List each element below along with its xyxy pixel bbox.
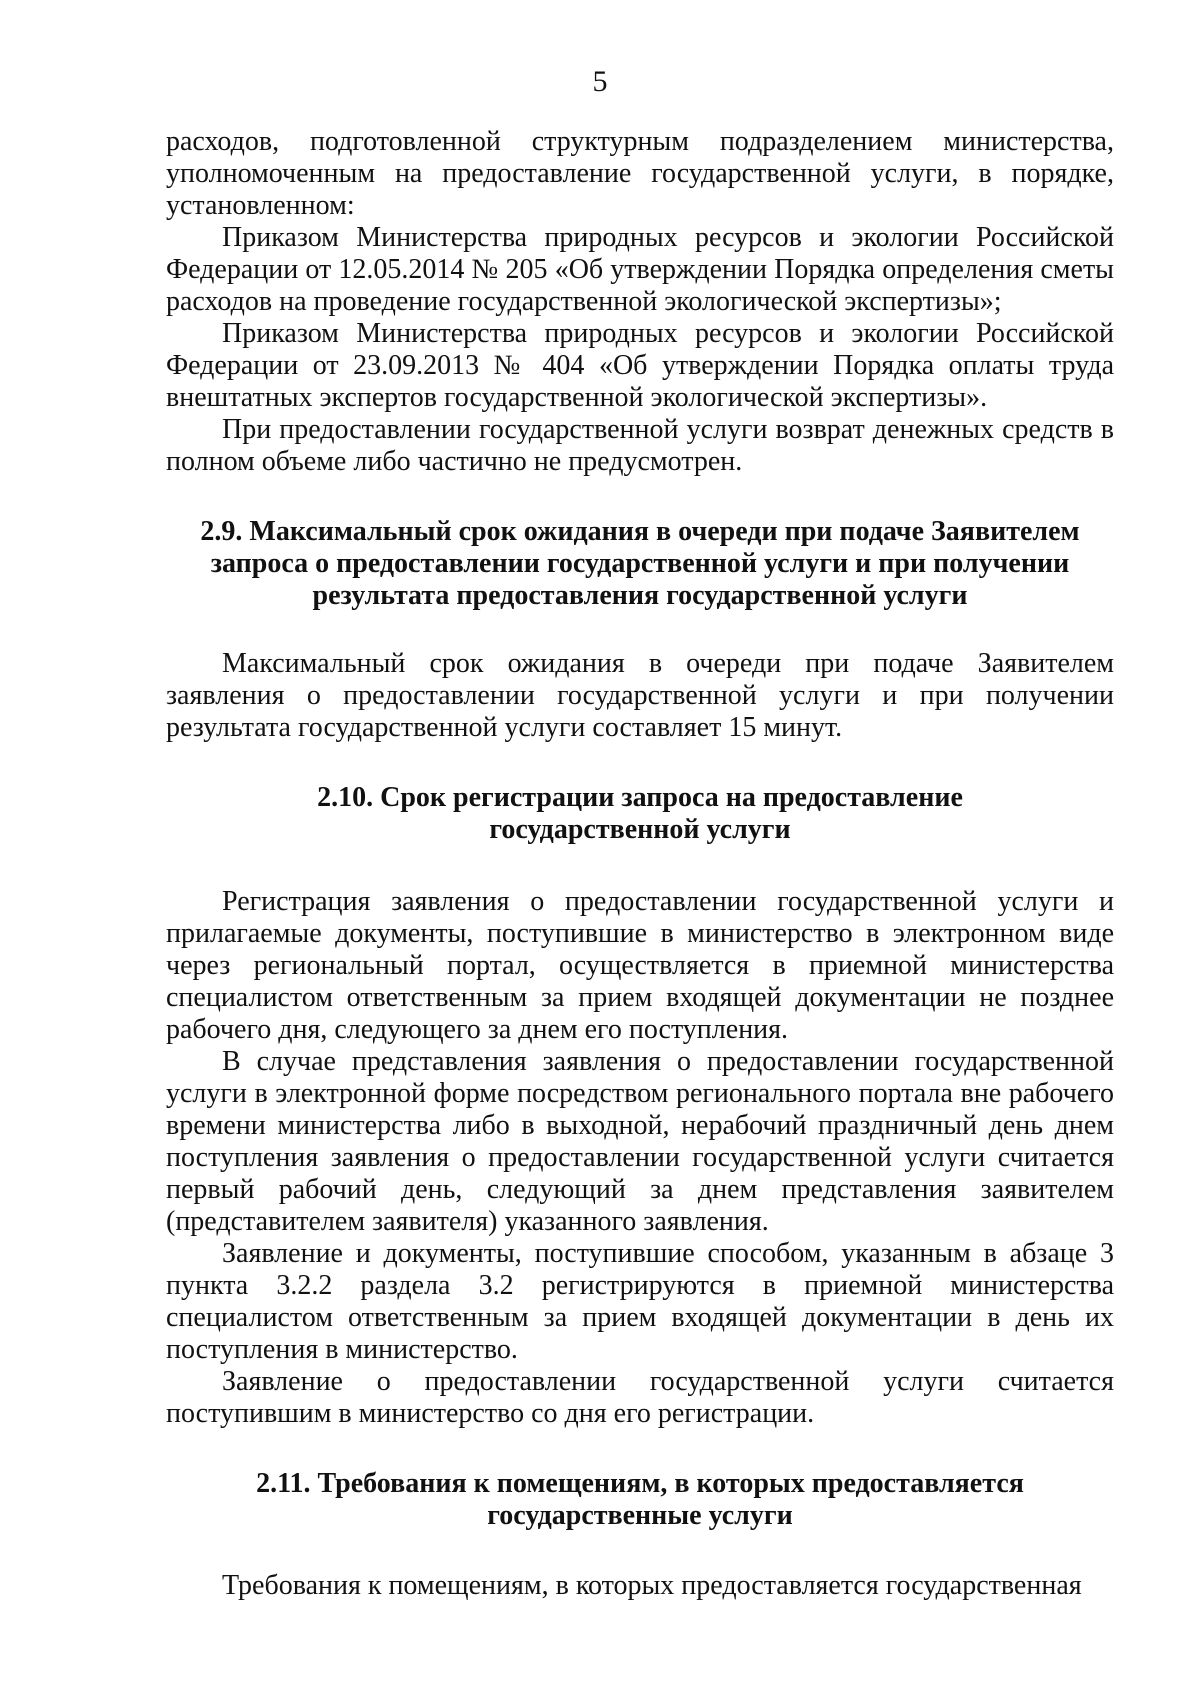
- section-2-9-heading-line-3: результата предоставления государственной услуги: [312, 580, 968, 611]
- section-2-10-paragraph-1: Регистрация заявления о предоставлении государственной услуги и прилагаемые документы, поступившие в министерство в электронном виде через региональный портал, осуществляется в приемной министерства специалистом ответственным за прием входящей документации не позднее рабочего дня, следующего за днем его поступления.: [166, 886, 1114, 1045]
- section-2-9-heading-line-2: запроса о предоставлении государственной услуги и при получении: [210, 548, 1070, 579]
- refund-paragraph: При предоставлении государственной услуги возврат денежных средств в полном объеме либо частично не предусмотрен.: [166, 414, 1114, 477]
- section-2-9-heading: [166, 516, 1114, 612]
- section-2-9-heading-line-1: 2.9. Максимальный срок ожидания в очереди при подаче Заявителем: [200, 516, 1080, 547]
- page-number: 5: [592, 65, 608, 98]
- section-2-10-paragraph-4: Заявление о предоставлении государственной услуги считается поступившим в министерство со дня его регистрации.: [166, 1366, 1114, 1429]
- section-2-10-paragraph-3: Заявление и документы, поступившие способом, указанным в абзаце 3 пункта 3.2.2 раздела 3.2 регистрируются в приемной министерства специалистом ответственным за прием входящей документации в день их поступления в министерство.: [166, 1238, 1114, 1365]
- document-body: [166, 126, 1114, 1602]
- intro-paragraph: расходов, подготовленной структурным подразделением министерства, уполномоченным на предоставление государственной услуги, в порядке, установленном:: [166, 126, 1114, 221]
- section-2-11-heading-line-2: государственные услуги: [487, 1500, 793, 1531]
- section-2-10-heading-line-2: государственной услуги: [489, 814, 791, 845]
- section-2-10-heading: [166, 782, 1114, 846]
- order-paragraph-1: Приказом Министерства природных ресурсов и экологии Российской Федерации от 12.05.2014 № 205 «Об утверждении Порядка определения сметы расходов на проведение государственной экологической экспертизы»;: [166, 222, 1114, 317]
- section-2-9-paragraph: Максимальный срок ожидания в очереди при подаче Заявителем заявления о предоставлении государственной услуги и при получении результата государственной услуги составляет 15 минут.: [166, 648, 1114, 743]
- section-2-10-paragraph-2: В случае представления заявления о предоставлении государственной услуги в электронной форме посредством регионального портала вне рабочего времени министерства либо в выходной, нерабочий праздничный день днем поступления заявления о предоставлении государственной услуги считается первый рабочий день, следующий за днем представления заявителем (представителем заявителя) указанного заявления.: [166, 1046, 1114, 1237]
- section-2-11-heading-line-1: 2.11. Требования к помещениям, в которых предоставляется: [256, 1468, 1024, 1499]
- section-2-10-heading-line-1: 2.10. Срок регистрации запроса на предоставление: [317, 782, 963, 813]
- section-2-11-paragraph-start: Требования к помещениям, в которых предоставляется государственная: [222, 1570, 1082, 1601]
- section-2-11-heading: [166, 1468, 1114, 1532]
- order-paragraph-2: Приказом Министерства природных ресурсов и экологии Российской Федерации от 23.09.2013 № 404 «Об утверждении Порядка оплаты труда внештатных экспертов государственной экологической экспертизы».: [166, 318, 1114, 413]
